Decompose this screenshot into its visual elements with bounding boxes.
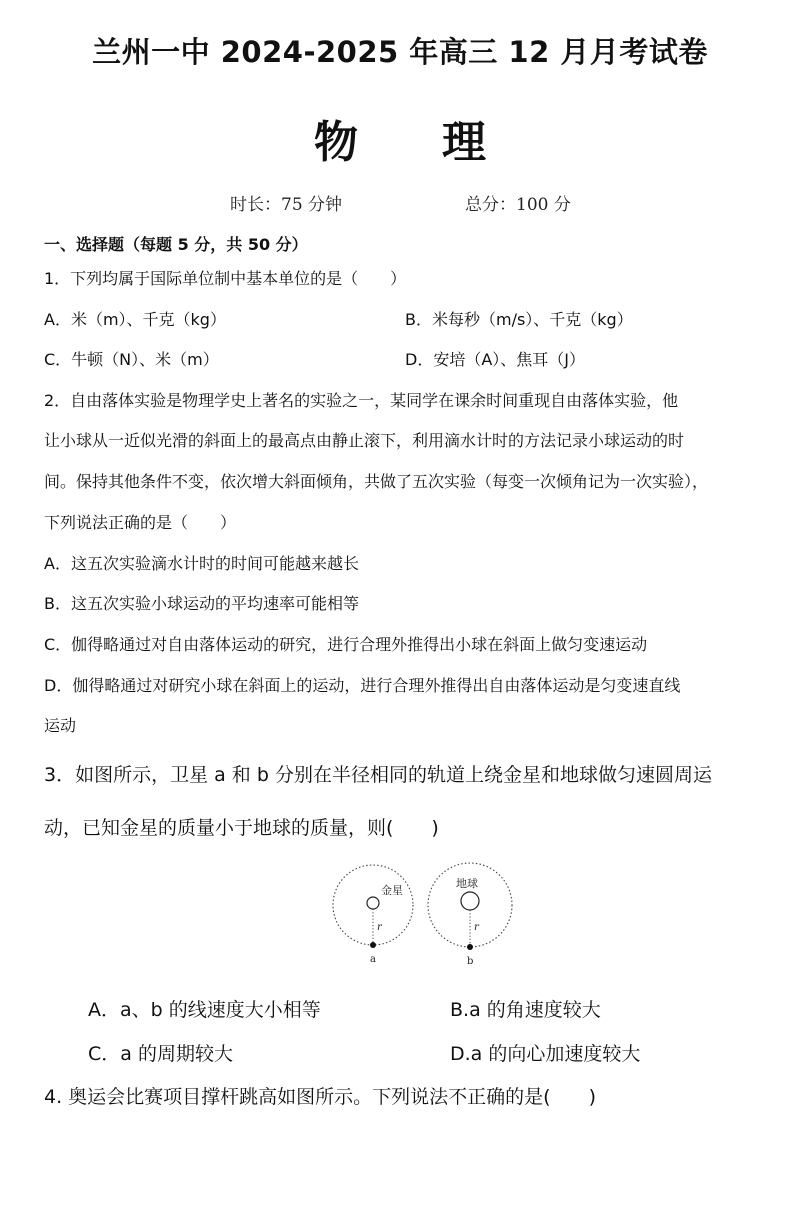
q2-stem-line-3: 间。保持其他条件不变，依次增大斜面倾角，共做了五次实验（每变一次倾角记为一次实验）， xyxy=(44,472,709,491)
q4-stem: 4. 奥运会比赛项目撑杆跳高如图所示。下列说法不正确的是( ) xyxy=(44,1086,596,1108)
q1-stem: 1．下列均属于国际单位制中基本单位的是（ ） xyxy=(44,269,407,288)
q1-option-c: C．牛顿（N）、米（m） xyxy=(44,350,219,369)
q3-stem-line-2: 动，已知金星的质量小于地球的质量，则( ) xyxy=(44,817,439,839)
venus-planet-icon xyxy=(367,897,379,909)
q3-option-a: A．a、b 的线速度大小相等 xyxy=(88,999,321,1021)
q2-stem-line-2: 让小球从一近似光滑的斜面上的最高点由静止滚下，利用滴水计时的方法记录小球运动的时 xyxy=(44,431,685,450)
satellite-b-dot xyxy=(467,944,473,950)
subject-title xyxy=(0,106,800,170)
q1-option-a: A．米（m）、千克（kg） xyxy=(44,310,226,329)
q3-option-b: B.a 的角速度较大 xyxy=(450,999,601,1021)
q2-option-d: D．伽得略通过对研究小球在斜面上的运动，进行合理外推得出自由落体运动是匀变速直线 xyxy=(44,676,681,695)
q1-option-d: D．安培（A）、焦耳（J） xyxy=(405,350,585,369)
radius-a-label: r xyxy=(377,922,382,933)
q3-option-c: C．a 的周期较大 xyxy=(88,1043,233,1065)
satellite-a-label: a xyxy=(370,954,376,965)
q2-option-c: C．伽得略通过对自由落体运动的研究，进行合理外推得出小球在斜面上做匀变速运动 xyxy=(44,635,648,654)
venus-label: 金星 xyxy=(381,884,403,897)
exam-total-score: 总分：100 分 xyxy=(465,195,571,215)
radius-b-label: r xyxy=(474,922,479,933)
exam-duration: 时长：75 分钟 xyxy=(230,195,343,215)
satellite-b-label: b xyxy=(467,956,474,967)
q2-option-d-cont: 运动 xyxy=(44,716,77,735)
subject-char-2: 理 xyxy=(442,117,486,168)
subject-char-1: 物 xyxy=(314,117,358,168)
q2-option-b: B．这五次实验小球运动的平均速率可能相等 xyxy=(44,594,359,613)
section-heading: 一、选择题（每题 5 分，共 50 分） xyxy=(44,235,308,254)
earth-orbit-diagram xyxy=(428,863,512,967)
q2-option-a: A．这五次实验滴水计时的时间可能越来越长 xyxy=(44,554,359,573)
earth-label: 地球 xyxy=(456,877,478,890)
q2-stem-line-1: 2．自由落体实验是物理学史上著名的实验之一，某同学在课余时间重现自由落体实验，他 xyxy=(44,391,679,410)
orbit-figure xyxy=(328,858,478,970)
q1-option-b: B．米每秒（m/s）、千克（kg） xyxy=(405,310,633,329)
q2-stem-line-4: 下列说法正确的是（ ） xyxy=(44,513,237,532)
exam-title: 兰州一中 2024-2025 年高三 12 月月考试卷 xyxy=(92,35,708,69)
venus-orbit-diagram xyxy=(333,865,413,965)
satellite-a-dot xyxy=(370,942,376,948)
q3-stem-line-1: 3．如图所示，卫星 a 和 b 分别在半径相同的轨道上绕金星和地球做匀速圆周运 xyxy=(44,764,712,786)
q3-option-d: D.a 的向心加速度较大 xyxy=(450,1043,641,1065)
earth-planet-icon xyxy=(461,892,479,910)
